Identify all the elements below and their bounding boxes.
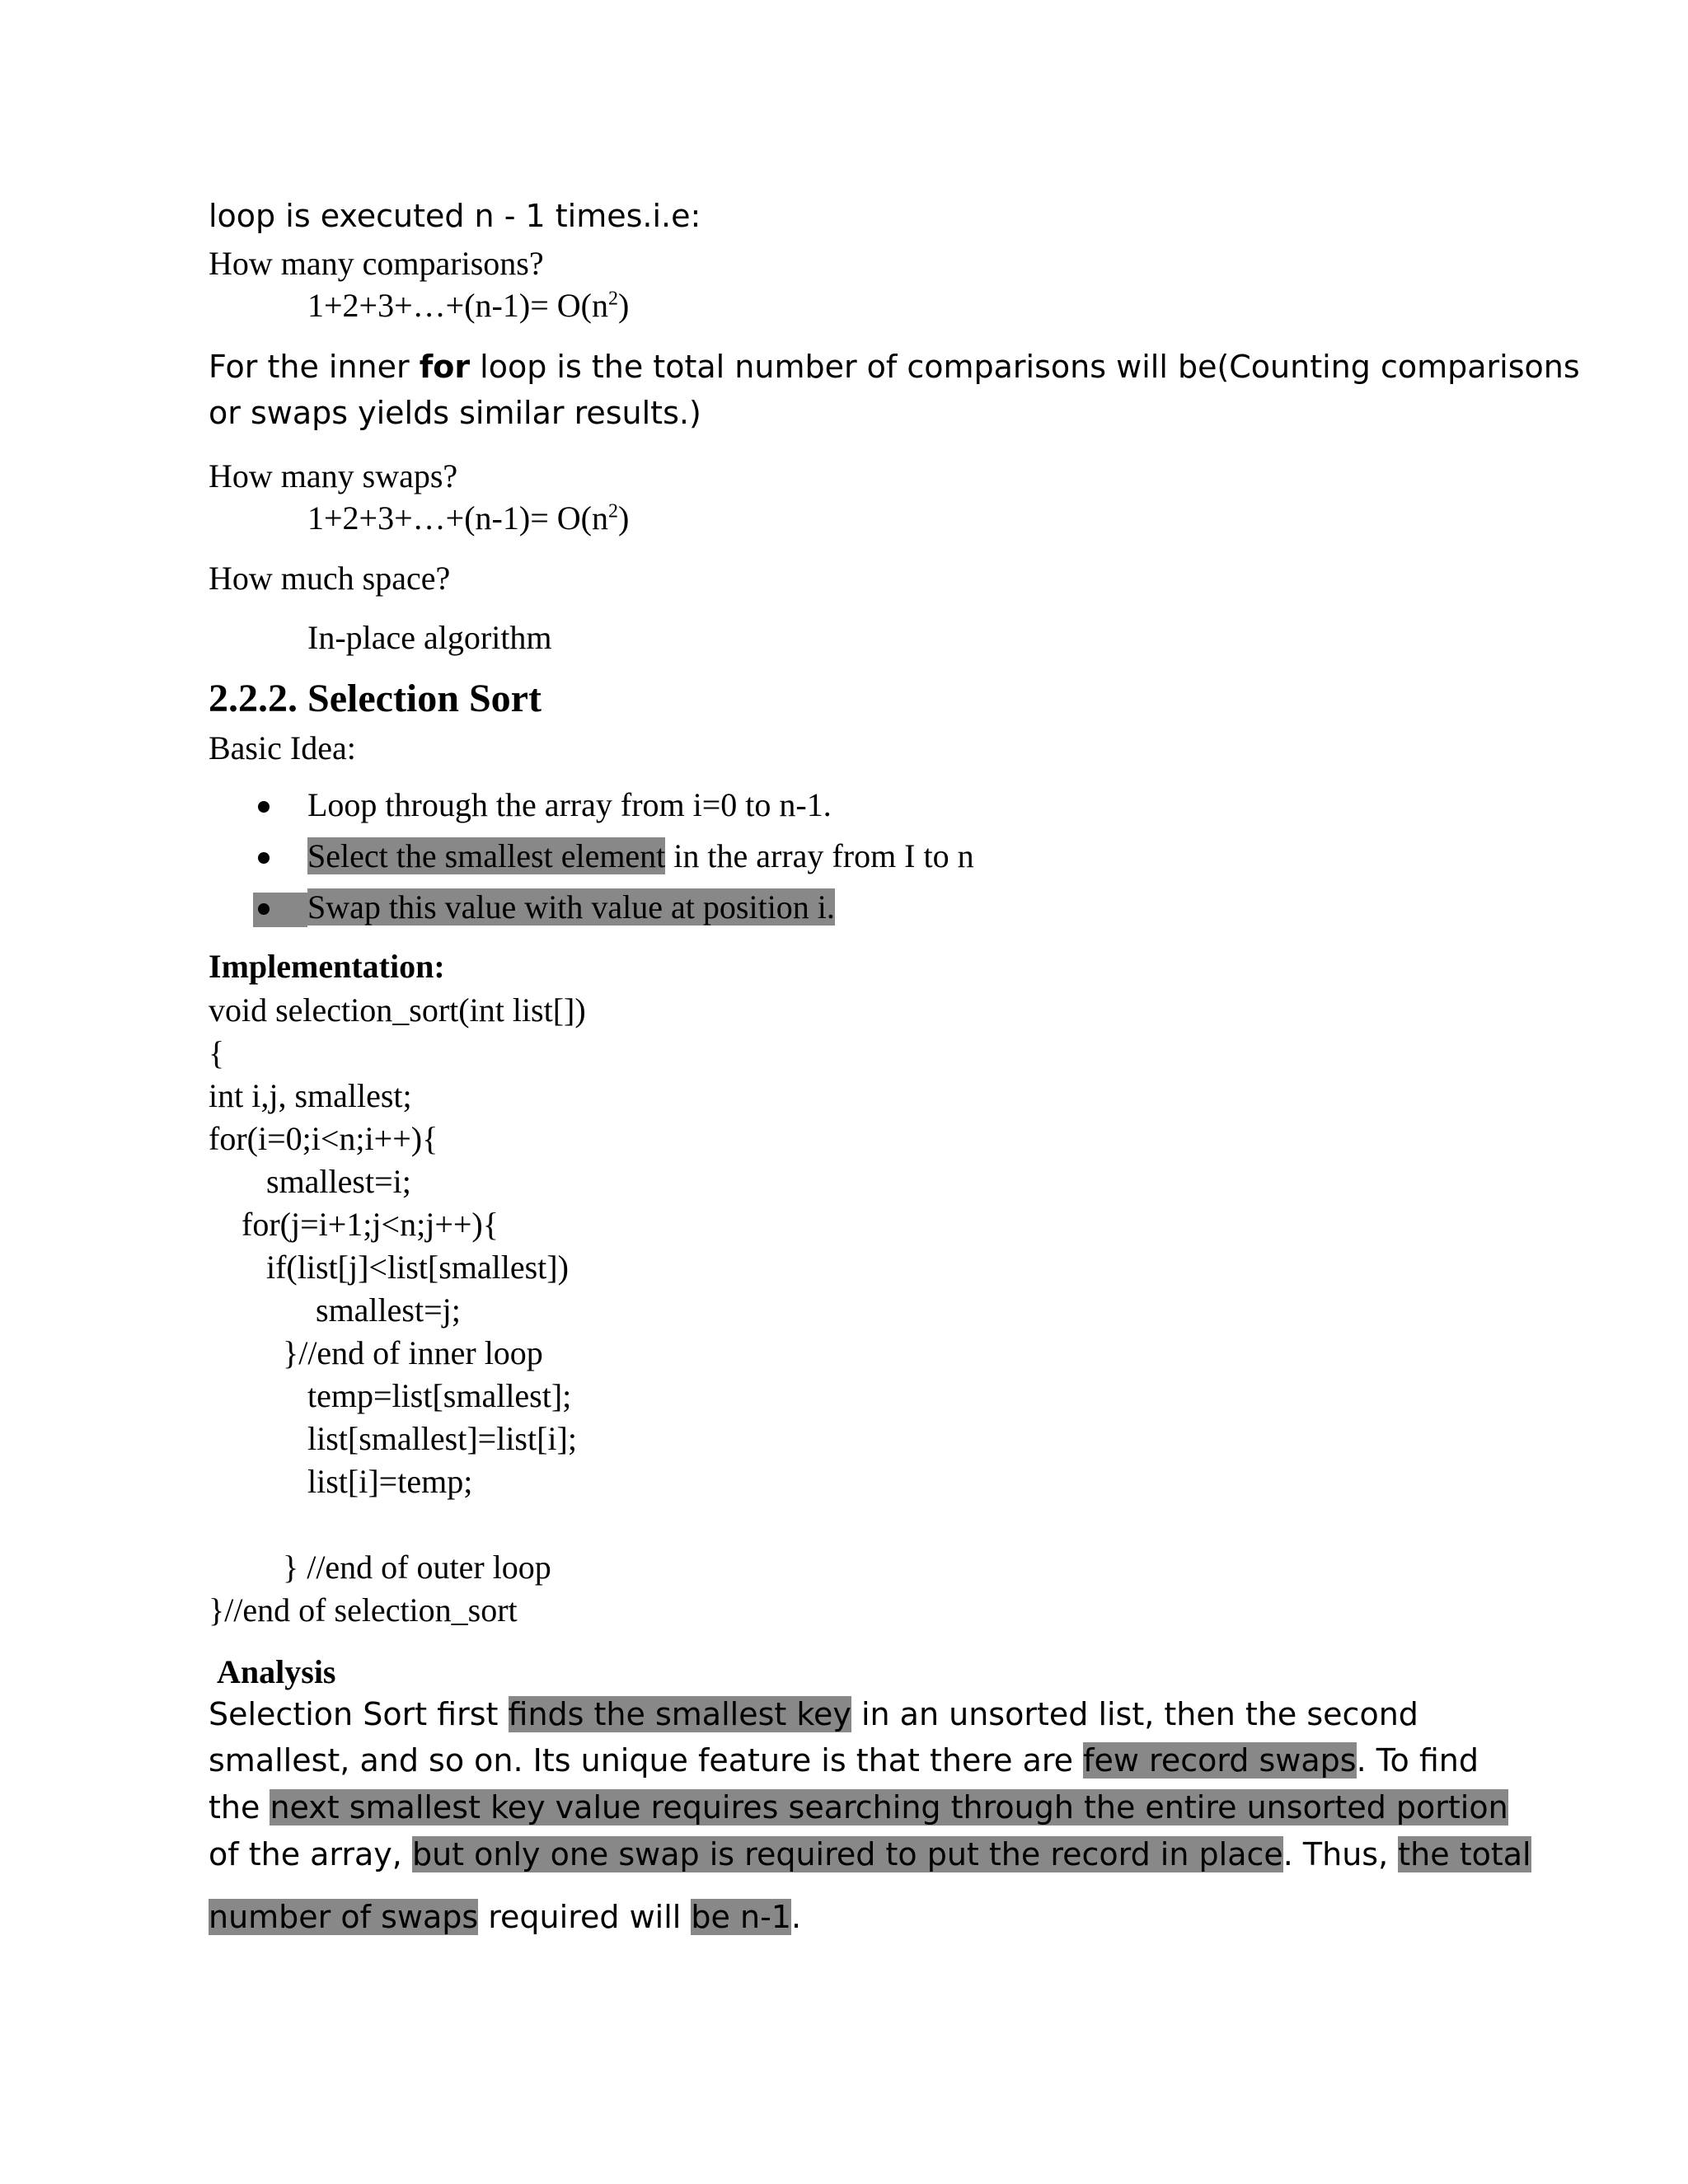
inner-for-post: loop is the total number of comparisons will be(Counting comparisons — [470, 349, 1580, 385]
bullet-item-2 — [307, 837, 974, 875]
analysis-highlight: but only one swap is required to put the record in place — [411, 1836, 1283, 1872]
space-question: How much space? — [209, 560, 451, 597]
analysis-text: . — [790, 1899, 802, 1935]
code-line: for(j=i+1;j<n;j++){ — [241, 1206, 499, 1243]
analysis-line-5 — [209, 1899, 801, 1935]
code-line: } //end of outer loop — [283, 1549, 551, 1586]
analysis-line-4 — [209, 1836, 1531, 1872]
loop-line: loop is executed n - 1 times.i.e: — [209, 198, 701, 234]
code-line: smallest=j; — [316, 1291, 461, 1329]
basic-idea-label: Basic Idea: — [209, 729, 356, 766]
analysis-text: required will — [478, 1899, 692, 1935]
analysis-text: . To find — [1356, 1742, 1479, 1779]
inner-for-pre: For the inner — [209, 349, 420, 385]
analysis-text: Selection Sort first — [209, 1696, 509, 1732]
analysis-highlight: finds the smallest key — [508, 1696, 851, 1732]
inner-for-line2: or swaps yields similar results.) — [209, 395, 701, 431]
analysis-text: in an unsorted list, then the second — [851, 1696, 1418, 1732]
implementation-label: Implementation: — [209, 948, 445, 985]
inner-for-line1 — [209, 349, 1580, 385]
analysis-highlight: few record swaps — [1083, 1742, 1357, 1779]
code-line: { — [209, 1034, 225, 1071]
analysis-text: the — [209, 1789, 270, 1825]
swaps-exponent: 2 — [607, 500, 618, 523]
bullet-2-text: in the array from I to n — [665, 837, 974, 874]
comparisons-formula-close: ) — [617, 287, 630, 324]
code-line: void selection_sort(int list[]) — [209, 991, 586, 1029]
code-line: }//end of inner loop — [283, 1334, 543, 1371]
code-line: temp=list[smallest]; — [307, 1377, 572, 1414]
swaps-formula — [307, 499, 629, 537]
analysis-line-3 — [209, 1789, 1508, 1825]
bullet-dot-2 — [258, 852, 270, 864]
analysis-highlight: the total — [1398, 1836, 1531, 1872]
code-line: list[smallest]=list[i]; — [307, 1420, 577, 1457]
bullet-3-highlight: Swap this value with value at position i. — [307, 888, 835, 926]
swaps-formula-close: ) — [617, 499, 630, 537]
bullet-2-highlight: Select the smallest element — [307, 837, 666, 874]
bullet-dot-3 — [258, 903, 270, 915]
analysis-highlight: number of swaps — [209, 1899, 479, 1935]
comparisons-question: How many comparisons? — [209, 245, 544, 282]
analysis-line-1 — [209, 1696, 1418, 1732]
analysis-text: of the array, — [209, 1836, 412, 1872]
inner-for-keyword: for — [419, 349, 471, 385]
code-line: int i,j, smallest; — [209, 1077, 412, 1114]
comparisons-formula-text: 1+2+3+…+(n-1)= O(n — [307, 287, 608, 324]
bullet-dot-1 — [258, 801, 270, 813]
section-heading: 2.2.2. Selection Sort — [209, 677, 542, 720]
analysis-text: . Thus, — [1282, 1836, 1399, 1872]
comparisons-formula — [307, 286, 629, 325]
space-answer: In-place algorithm — [307, 619, 552, 656]
code-line: smallest=i; — [266, 1163, 411, 1200]
analysis-highlight: be n-1 — [691, 1899, 791, 1935]
analysis-label: Analysis — [217, 1653, 336, 1690]
analysis-text: smallest, and so on. Its unique feature is that there are — [209, 1742, 1084, 1779]
bullet-item-3 — [307, 888, 835, 926]
code-line: }//end of selection_sort — [209, 1591, 518, 1629]
swaps-formula-text: 1+2+3+…+(n-1)= O(n — [307, 499, 608, 537]
code-line: list[i]=temp; — [307, 1463, 473, 1500]
bullet-1-text: Loop through the array from i=0 to n-1. — [307, 786, 832, 823]
analysis-highlight: next smallest key value requires searching through the entire unsorted portion — [270, 1789, 1508, 1825]
comparisons-exponent: 2 — [607, 288, 618, 310]
bullet-item-1 — [307, 785, 832, 824]
analysis-line-2 — [209, 1742, 1479, 1779]
code-line: if(list[j]<list[smallest]) — [266, 1249, 569, 1286]
code-line: for(i=0;i<n;i++){ — [209, 1120, 438, 1157]
swaps-question: How many swaps? — [209, 457, 458, 494]
